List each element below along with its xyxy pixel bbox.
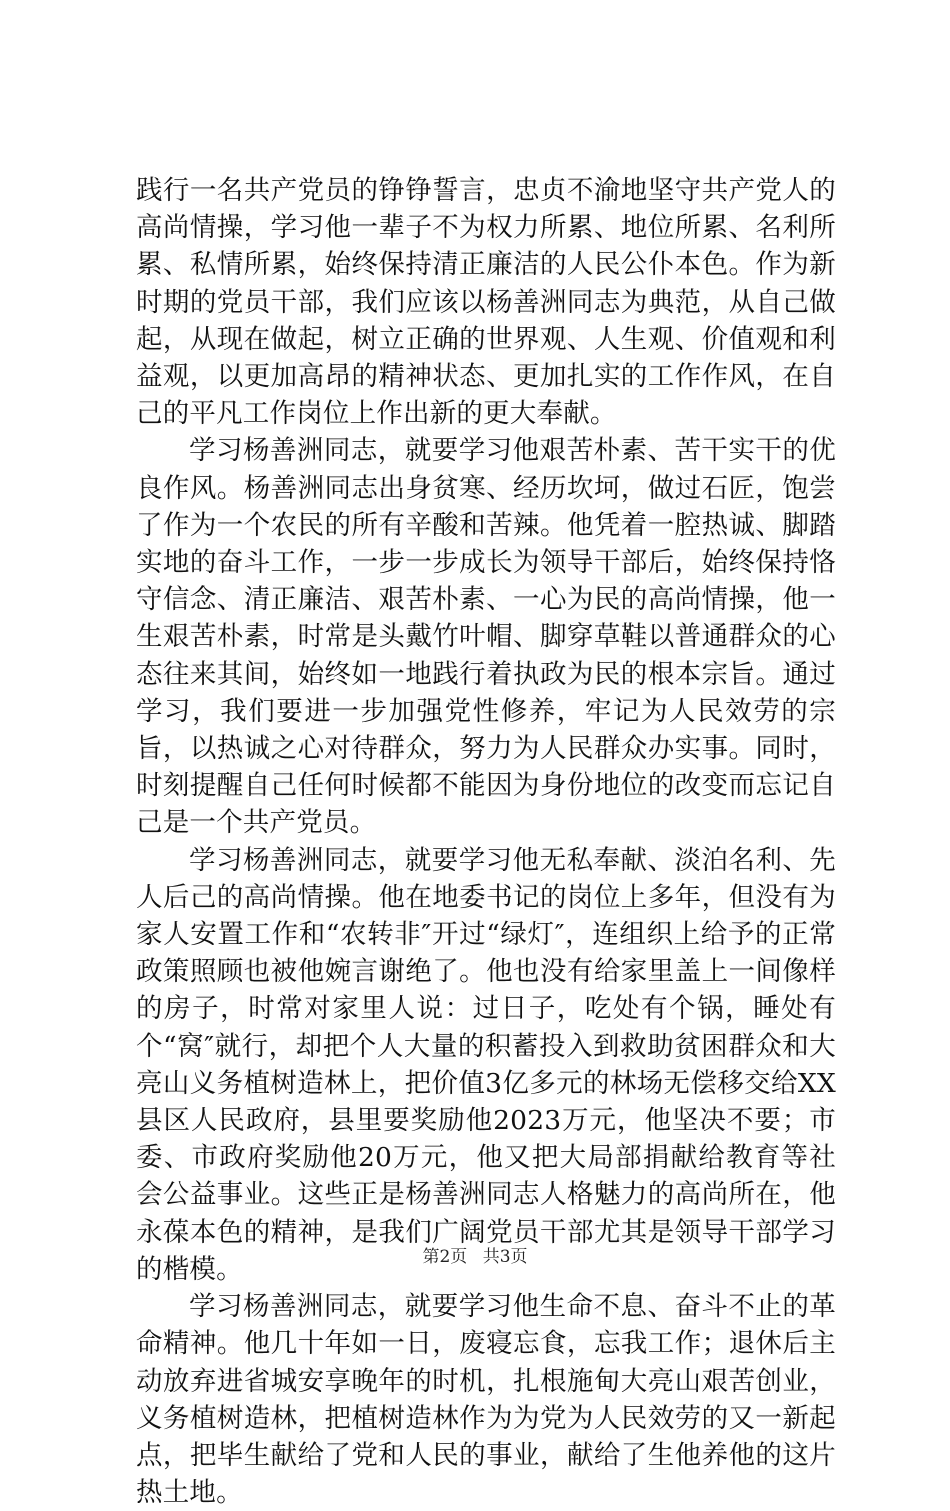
paragraph-2: 学习杨善洲同志，就要学习他艰苦朴素、苦干实干的优良作风。杨善洲同志出身贫寒、经历坎坷，做过石匠，饱尝了作为一个农民的所有辛酸和苦辣。他凭着一腔热诚、脚踏实地的奋斗工作，一步一步成长为领导干部后，始终保持恪守信念、清正廉洁、艰苦朴素、一心为民的高尚情操，他一生艰苦朴素，时常是头戴竹叶帽、脚穿草鞋以普通群众的心态往来其间，始终如一地践行着执政为民的根本宗旨。通过学习，我们要进一步加强党性修养，牢记为人民效劳的宗旨，以热诚之心对待群众，努力为人民群众办实事。同时，时刻提醒自己任何时候都不能因为身份地位的改变而忘记自己是一个共产党员。 [136,435,836,839]
paragraph-1: 践行一名共产党员的铮铮誓言，忠贞不渝地坚守共产党人的高尚情操，学习他一辈子不为权力所累、地位所累、名利所累、私情所累，始终保持清正廉洁的人民公仆本色。作为新时期的党员干部，我们应该以杨善洲同志为典范，从自己做起，从现在做起，树立正确的世界观、人生观、价值观和利益观，以更加高昂的精神状态、更加扎实的工作作风，在自己的平凡工作岗位上作出新的更大奉献。 [136,175,836,430]
page-total: 共3页 [482,1247,528,1267]
page-footer [0,1242,950,1267]
page-number: 第2页 [422,1247,468,1267]
document-body [136,172,836,1511]
paragraph-4: 学习杨善洲同志，就要学习他生命不息、奋斗不止的革命精神。他几十年如一日，废寝忘食，忘我工作；退休后主动放弃进省城安享晚年的时机，扎根施甸大亮山艰苦创业，义务植树造林，把植树造林作为为党为人民效劳的又一新起点，把毕生献给了党和人民的事业，献给了生他养他的这片热土地。 [136,1291,836,1509]
paragraph-3: 学习杨善洲同志，就要学习他无私奉献、淡泊名利、先人后己的高尚情操。他在地委书记的岗位上多年，但没有为家人安置工作和“农转非″开过“绿灯″，连组织上给予的正常政策照顾也被他婉言谢绝了。他也没有给家里盖上一间像样的房子，时常对家里人说：过日子，吃处有个锅，睡处有个“窝″就行，却把个人大量的积蓄投入到救助贫困群众和大亮山义务植树造林上，把价值3亿多元的林场无偿移交给XX县区人民政府，县里要奖励他2023万元，他坚决不要；市委、市政府奖励他20万元，他又把大局部捐献给教育等社会公益事业。这些正是杨善洲同志人格魅力的高尚所在，他永葆本色的精神，是我们广阔党员干部尤其是领导干部学习的楷模。 [136,844,836,1285]
